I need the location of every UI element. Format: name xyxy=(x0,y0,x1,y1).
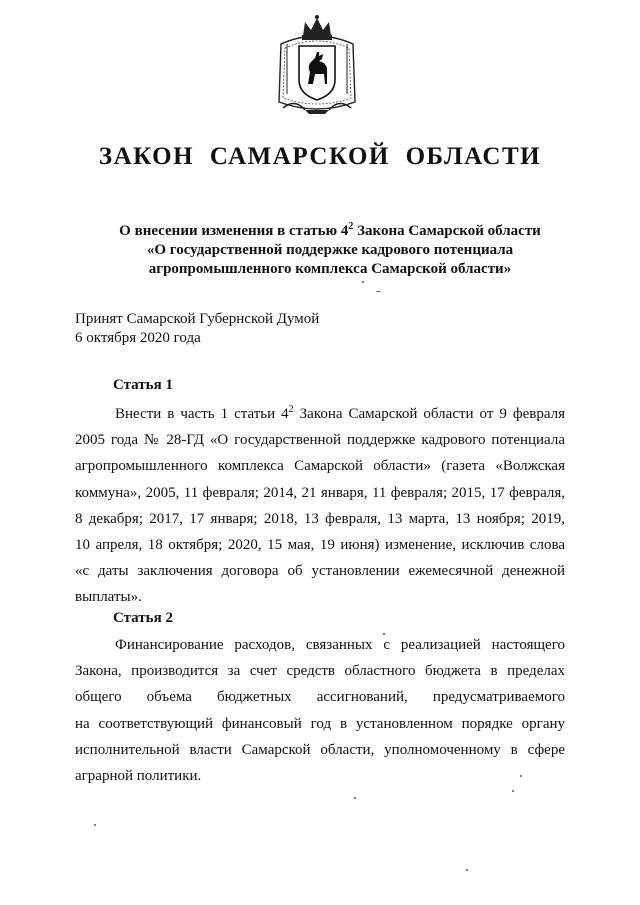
subject-line-1: О внесении изменения в статью $4^2$ Закона Самарской области xyxy=(119,221,541,239)
adoption-date: 6 октября 2020 года xyxy=(75,330,201,346)
article-2-line: аграрной политики. xyxy=(75,768,202,785)
coat-of-arms-emblem xyxy=(275,14,359,118)
article-1-line: 8 декабря; 2017, 17 января; 2018, 13 февраля, 13 марта, 13 ноября; 2019, xyxy=(75,510,565,527)
article-2-text xyxy=(75,632,565,789)
article-1-line: «с даты заключения договора об установлении ежемесячной денежной xyxy=(75,563,565,580)
article-1-text xyxy=(75,401,565,611)
article-1-heading: Статья 1 xyxy=(113,377,173,393)
adoption-note xyxy=(75,310,319,348)
article-2-line: общего объема бюджетных ассигнований, предусматриваемого xyxy=(75,689,565,706)
article-2-line: Финансирование расходов, связанных с реализацией настоящего xyxy=(115,637,565,653)
adopted-by: Принят Самарской Губернской Думой xyxy=(75,311,320,327)
law-subject xyxy=(60,222,600,279)
article-1-line: 2005 года № 28-ГД «О государственной поддержке кадрового потенциала xyxy=(75,432,565,449)
law-title: ЗАКОН САМАРСКОЙ ОБЛАСТИ xyxy=(98,143,542,170)
article-1-line: Внести в часть 1 статьи $4^2$ Закона Самарской области от 9 февраля xyxy=(115,404,565,422)
article-1-line: агропромышленного комплекса Самарской области» (газета «Волжская xyxy=(75,458,565,475)
article-1-line: коммуна», 2005, 11 февраля; 2014, 21 января, 11 февраля; 2015, 17 февраля, xyxy=(75,484,565,501)
subject-line-2: «О государственной поддержке кадрового потенциала xyxy=(146,242,514,258)
article-2-line: исполнительной власти Самарской области, уполномоченному в сфере xyxy=(75,741,565,758)
article-1-line: 10 апреля, 18 октября; 2020, 15 мая, 19 июня) изменение, исключив слова xyxy=(75,537,565,554)
article-2-line: Закона, производится за счет средств областного бюджета в пределах xyxy=(75,663,565,680)
article-1-line: выплаты». xyxy=(75,589,142,606)
subject-line-3: агропромышленного комплекса Самарской области» xyxy=(148,261,512,277)
article-2-heading: Статья 2 xyxy=(113,610,173,626)
article-2-line: на соответствующий финансовый год в установленном порядке органу xyxy=(75,715,565,732)
